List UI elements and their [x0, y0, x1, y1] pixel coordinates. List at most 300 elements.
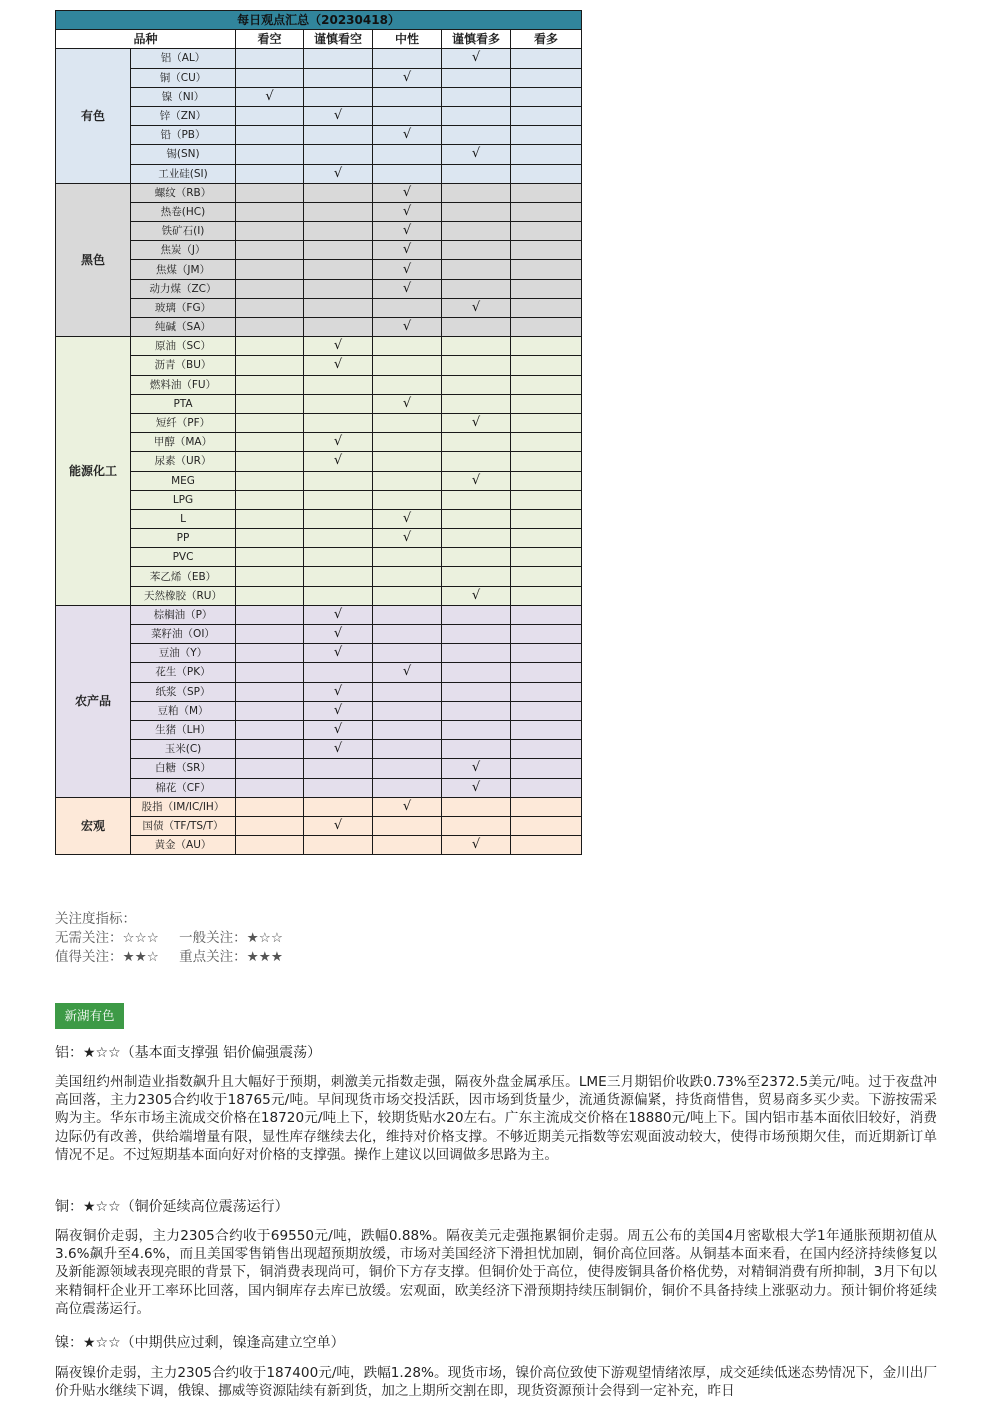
view-cell: [373, 586, 442, 605]
check-mark: √: [442, 471, 511, 490]
view-cell: [373, 701, 442, 720]
view-cell: [373, 452, 442, 471]
check-mark: √: [236, 87, 304, 106]
view-cell: [373, 682, 442, 701]
view-cell: [511, 241, 582, 260]
view-cell: [442, 279, 511, 298]
legend-row: [55, 929, 299, 948]
view-cell: [304, 490, 373, 509]
table-row: [56, 164, 582, 183]
commodity-name: 铝（AL）: [131, 49, 236, 68]
view-cell: [511, 644, 582, 663]
column-header: 品种: [56, 30, 236, 49]
view-cell: [373, 106, 442, 125]
view-cell: [373, 625, 442, 644]
check-mark: √: [442, 836, 511, 855]
table-row: [56, 701, 582, 720]
view-cell: [236, 375, 304, 394]
view-cell: [373, 836, 442, 855]
view-cell: [511, 433, 582, 452]
view-cell: [304, 279, 373, 298]
view-cell: [511, 337, 582, 356]
view-cell: [304, 548, 373, 567]
attention-legend: [55, 910, 299, 967]
view-cell: [442, 740, 511, 759]
view-cell: [304, 68, 373, 87]
check-mark: √: [373, 183, 442, 202]
view-cell: [511, 529, 582, 548]
view-cell: [511, 567, 582, 586]
view-cell: [511, 759, 582, 778]
view-cell: [511, 509, 582, 528]
view-cell: [304, 836, 373, 855]
view-cell: [236, 298, 304, 317]
view-cell: [373, 164, 442, 183]
view-cell: [236, 471, 304, 490]
view-cell: [236, 241, 304, 260]
check-mark: √: [373, 202, 442, 221]
view-cell: [373, 375, 442, 394]
commodity-name: 棉花（CF）: [131, 778, 236, 797]
view-cell: [373, 720, 442, 739]
table-row: [56, 663, 582, 682]
view-cell: [442, 509, 511, 528]
view-cell: [442, 682, 511, 701]
view-cell: [511, 279, 582, 298]
commodity-name: 动力煤（ZC）: [131, 279, 236, 298]
table-row: [56, 682, 582, 701]
view-cell: [304, 663, 373, 682]
copper-heading: 铜：★☆☆（铜价延续高位震荡运行）: [55, 1199, 289, 1215]
commodity-name: 铅（PB）: [131, 126, 236, 145]
check-mark: √: [373, 126, 442, 145]
view-cell: [373, 356, 442, 375]
view-cell: [236, 778, 304, 797]
commodity-name: 苯乙烯（EB）: [131, 567, 236, 586]
view-cell: [442, 356, 511, 375]
view-cell: [304, 567, 373, 586]
view-cell: [442, 816, 511, 835]
view-cell: [304, 413, 373, 432]
view-cell: [236, 836, 304, 855]
view-cell: [511, 375, 582, 394]
commodity-name: 焦煤（JM）: [131, 260, 236, 279]
category-cell: 黑色: [56, 183, 131, 337]
commodity-name: 焦炭（J）: [131, 241, 236, 260]
commodity-name: 沥青（BU）: [131, 356, 236, 375]
view-cell: [304, 375, 373, 394]
column-header: 看多: [511, 30, 582, 49]
view-cell: [511, 106, 582, 125]
view-cell: [304, 298, 373, 317]
view-cell: [236, 567, 304, 586]
table-row: [56, 509, 582, 528]
view-cell: [511, 413, 582, 432]
view-cell: [442, 394, 511, 413]
table-row: [56, 298, 582, 317]
table-row: [56, 759, 582, 778]
check-mark: √: [304, 164, 373, 183]
check-mark: √: [442, 298, 511, 317]
view-cell: [236, 529, 304, 548]
view-cell: [236, 106, 304, 125]
nickel-heading: 镍：★☆☆（中期供应过剩，镍逢高建立空单）: [55, 1335, 345, 1351]
view-cell: [442, 433, 511, 452]
commodity-name: 热卷(HC): [131, 202, 236, 221]
table-row: [56, 413, 582, 432]
view-cell: [373, 433, 442, 452]
view-cell: [511, 797, 582, 816]
table-row: [56, 318, 582, 337]
view-cell: [442, 318, 511, 337]
check-mark: √: [373, 241, 442, 260]
commodity-name: 原油（SC）: [131, 337, 236, 356]
table-row: [56, 529, 582, 548]
view-cell: [236, 663, 304, 682]
view-cell: [304, 145, 373, 164]
check-mark: √: [304, 720, 373, 739]
commodity-name: LPG: [131, 490, 236, 509]
table-row: [56, 816, 582, 835]
view-cell: [442, 625, 511, 644]
commodity-name: 股指（IM/IC/IH）: [131, 797, 236, 816]
copper-paragraph: 隔夜铜价走弱，主力2305合约收于69550元/吨，跌幅0.88%。隔夜美元走强拖累铜价走弱。周五公布的美国4月密歇根大学1年通胀预期初值从3.6%飙升至4.6%，而且美国零售销售出现超预期放缓，市场对美国经济下滑担忧加剧，铜价高位回落。从铜基本面来看，在国内经济持续修复以及新能源领域表现亮眼的背景下，铜消费表现尚可，铜价下方存支撑。但铜价处于高位，使得废铜具备价格优势，对精铜消费有所抑制，3月下旬以来精铜杆企业开工率环比回落，国内铜库存去库已放缓。宏观面，欧美经济下滑预期持续压制铜价，铜价不具备持续上涨驱动力。预计铜价将延续高位震荡运行。: [55, 1228, 937, 1317]
view-cell: [236, 318, 304, 337]
view-cell: [511, 394, 582, 413]
check-mark: √: [373, 663, 442, 682]
table-row: [56, 644, 582, 663]
view-cell: [236, 509, 304, 528]
view-cell: [511, 87, 582, 106]
table-row: [56, 241, 582, 260]
view-cell: [304, 318, 373, 337]
view-cell: [373, 298, 442, 317]
check-mark: √: [304, 682, 373, 701]
view-cell: [304, 586, 373, 605]
legend-item: 值得关注：★★☆: [55, 949, 159, 965]
view-cell: [511, 548, 582, 567]
view-cell: [236, 433, 304, 452]
table-row: [56, 625, 582, 644]
view-cell: [236, 701, 304, 720]
table-row: [56, 394, 582, 413]
commodity-name: 豆粕（M）: [131, 701, 236, 720]
view-cell: [442, 548, 511, 567]
commodity-name: 铜（CU）: [131, 68, 236, 87]
view-cell: [511, 586, 582, 605]
view-cell: [236, 183, 304, 202]
view-cell: [236, 682, 304, 701]
view-cell: [511, 720, 582, 739]
table-row: [56, 202, 582, 221]
check-mark: √: [373, 260, 442, 279]
commodity-name: 镍（NI）: [131, 87, 236, 106]
view-cell: [236, 625, 304, 644]
table-row: [56, 49, 582, 68]
table-row: [56, 68, 582, 87]
view-cell: [304, 509, 373, 528]
view-cell: [373, 413, 442, 432]
view-cell: [304, 49, 373, 68]
view-cell: [373, 145, 442, 164]
view-cell: [236, 759, 304, 778]
aluminum-heading: 铝：★☆☆（基本面支撑强 铝价偏强震荡）: [55, 1045, 322, 1061]
view-cell: [236, 164, 304, 183]
check-mark: √: [373, 279, 442, 298]
table-row: [56, 126, 582, 145]
view-cell: [442, 375, 511, 394]
commodity-name: 纸浆（SP）: [131, 682, 236, 701]
view-cell: [304, 778, 373, 797]
table-row: [56, 337, 582, 356]
legend-item: 一般关注：★☆☆: [179, 930, 283, 946]
commodity-name: L: [131, 509, 236, 528]
view-cell: [236, 548, 304, 567]
view-cell: [236, 126, 304, 145]
view-cell: [511, 68, 582, 87]
view-cell: [304, 126, 373, 145]
view-cell: [442, 529, 511, 548]
check-mark: √: [304, 106, 373, 125]
category-cell: 能源化工: [56, 337, 131, 606]
category-cell: 有色: [56, 49, 131, 183]
commodity-name: 铁矿石(I): [131, 222, 236, 241]
view-cell: [373, 567, 442, 586]
table-row: [56, 586, 582, 605]
category-cell: 农产品: [56, 605, 131, 797]
view-cell: [442, 797, 511, 816]
check-mark: √: [304, 452, 373, 471]
view-cell: [236, 816, 304, 835]
view-cell: [236, 260, 304, 279]
table-row: [56, 87, 582, 106]
commodity-name: 纯碱（SA）: [131, 318, 236, 337]
view-cell: [511, 126, 582, 145]
view-cell: [304, 260, 373, 279]
commodity-name: 国债（TF/TS/T）: [131, 816, 236, 835]
view-cell: [236, 605, 304, 624]
table-row: [56, 548, 582, 567]
view-cell: [304, 394, 373, 413]
view-cell: [304, 87, 373, 106]
view-cell: [236, 279, 304, 298]
view-cell: [442, 452, 511, 471]
commodity-name: PTA: [131, 394, 236, 413]
view-cell: [236, 586, 304, 605]
commodity-name: 生猪（LH）: [131, 720, 236, 739]
table-row: [56, 567, 582, 586]
table-row: [56, 375, 582, 394]
legend-item: 无需关注：☆☆☆: [55, 930, 159, 946]
view-cell: [442, 644, 511, 663]
table-row: [56, 106, 582, 125]
view-cell: [373, 548, 442, 567]
view-cell: [511, 816, 582, 835]
commodity-name: 甲醇（MA）: [131, 433, 236, 452]
view-cell: [442, 720, 511, 739]
view-cell: [442, 68, 511, 87]
commodity-name: 玉米(C): [131, 740, 236, 759]
table-row: [56, 605, 582, 624]
commodity-name: 螺纹（RB）: [131, 183, 236, 202]
legend-item: 重点关注：★★★: [179, 949, 283, 965]
view-cell: [304, 471, 373, 490]
check-mark: √: [442, 145, 511, 164]
view-cell: [511, 778, 582, 797]
view-cell: [511, 452, 582, 471]
commodity-name: 锌（ZN）: [131, 106, 236, 125]
table-row: [56, 145, 582, 164]
table-row: [56, 740, 582, 759]
commodity-name: 锡(SN): [131, 145, 236, 164]
table-row: [56, 279, 582, 298]
nickel-paragraph: 隔夜镍价走弱，主力2305合约收于187400元/吨，跌幅1.28%。现货市场，镍价高位致使下游观望情绪浓厚，成交延续低迷态势情况下，金川出厂价升贴水继续下调，俄镍、挪威等资源陆续有新到货，加之上期所交割在即，现货资源预计会得到一定补充，昨日: [55, 1365, 937, 1400]
table-header-row: [56, 30, 582, 49]
view-cell: [373, 605, 442, 624]
view-cell: [373, 337, 442, 356]
view-cell: [304, 222, 373, 241]
column-header: 谨慎看多: [442, 30, 511, 49]
commodity-name: 白糖（SR）: [131, 759, 236, 778]
view-cell: [236, 490, 304, 509]
check-mark: √: [304, 337, 373, 356]
view-cell: [442, 605, 511, 624]
view-cell: [442, 337, 511, 356]
commodity-name: 豆油（Y）: [131, 644, 236, 663]
view-cell: [511, 356, 582, 375]
commodity-name: 短纤（PF）: [131, 413, 236, 432]
check-mark: √: [304, 816, 373, 835]
table-row: [56, 720, 582, 739]
view-cell: [511, 164, 582, 183]
commodity-name: 黄金（AU）: [131, 836, 236, 855]
view-cell: [511, 202, 582, 221]
view-cell: [373, 644, 442, 663]
table-row: [56, 778, 582, 797]
view-cell: [442, 241, 511, 260]
commodity-name: 工业硅(SI): [131, 164, 236, 183]
aluminum-paragraph: 美国纽约州制造业指数飙升且大幅好于预期，刺激美元指数走强，隔夜外盘金属承压。LME三月期铝价收跌0.73%至2372.5美元/吨。过于夜盘冲高回落，主力2305合约收于18765元/吨。早间现货市场交投活跃，因市场到货量少，流通货源偏紧，持货商惜售，贸易商多买少卖。下游按需采购为主。华东市场主流成交价格在18720元/吨上下，较期货贴水20左右。广东主流成交价格在18880元/吨上下。国内铝市基本面依旧较好，消费边际仍有改善，供给端增量有限，显性库存继续去化，维持对价格支撑。不够近期美元指数等宏观面波动较大，使得市场预期欠佳，而近期新订单情况不足。不过短期基本面向好对价格的支撑强。操作上建议以回调做多思路为主。: [55, 1074, 937, 1163]
check-mark: √: [304, 740, 373, 759]
check-mark: √: [373, 394, 442, 413]
commodity-name: 燃料油（FU）: [131, 375, 236, 394]
view-cell: [304, 797, 373, 816]
view-cell: [304, 241, 373, 260]
table-row: [56, 836, 582, 855]
view-cell: [236, 49, 304, 68]
check-mark: √: [373, 222, 442, 241]
view-cell: [236, 222, 304, 241]
view-cell: [236, 337, 304, 356]
view-cell: [373, 816, 442, 835]
view-cell: [511, 222, 582, 241]
check-mark: √: [373, 509, 442, 528]
check-mark: √: [442, 759, 511, 778]
view-cell: [442, 106, 511, 125]
check-mark: √: [442, 413, 511, 432]
view-cell: [442, 490, 511, 509]
view-cell: [442, 260, 511, 279]
check-mark: √: [304, 701, 373, 720]
table-row: [56, 222, 582, 241]
commodity-name: PP: [131, 529, 236, 548]
view-cell: [373, 778, 442, 797]
view-cell: [442, 663, 511, 682]
view-cell: [511, 625, 582, 644]
view-cell: [442, 164, 511, 183]
view-cell: [511, 260, 582, 279]
view-cell: [511, 318, 582, 337]
view-cell: [511, 145, 582, 164]
view-cell: [511, 740, 582, 759]
commodity-name: PVC: [131, 548, 236, 567]
view-cell: [236, 644, 304, 663]
view-cell: [511, 663, 582, 682]
check-mark: √: [304, 625, 373, 644]
view-cell: [442, 87, 511, 106]
view-cell: [373, 490, 442, 509]
view-cell: [236, 720, 304, 739]
view-cell: [304, 202, 373, 221]
view-cell: [373, 759, 442, 778]
commodity-name: 尿素（UR）: [131, 452, 236, 471]
table-row: [56, 183, 582, 202]
commodity-name: 花生（PK）: [131, 663, 236, 682]
view-cell: [511, 490, 582, 509]
column-header: 看空: [236, 30, 304, 49]
view-cell: [236, 413, 304, 432]
view-cell: [373, 740, 442, 759]
view-cell: [304, 529, 373, 548]
check-mark: √: [442, 586, 511, 605]
table-row: [56, 797, 582, 816]
view-cell: [304, 759, 373, 778]
check-mark: √: [304, 356, 373, 375]
legend-title: 关注度指标：: [55, 911, 136, 927]
view-cell: [511, 836, 582, 855]
column-header: 中性: [373, 30, 442, 49]
view-cell: [442, 567, 511, 586]
legend-row: [55, 948, 299, 967]
view-cell: [373, 49, 442, 68]
check-mark: √: [373, 797, 442, 816]
view-cell: [511, 682, 582, 701]
table-title: 每日观点汇总（20230418）: [56, 11, 582, 30]
view-cell: [373, 471, 442, 490]
column-header: 谨慎看空: [304, 30, 373, 49]
view-cell: [511, 298, 582, 317]
check-mark: √: [373, 529, 442, 548]
view-cell: [236, 68, 304, 87]
view-cell: [442, 126, 511, 145]
view-cell: [511, 605, 582, 624]
check-mark: √: [442, 778, 511, 797]
category-cell: 宏观: [56, 797, 131, 855]
commodity-name: 菜籽油（OI）: [131, 625, 236, 644]
view-cell: [236, 394, 304, 413]
table-row: [56, 490, 582, 509]
view-cell: [236, 797, 304, 816]
check-mark: √: [304, 433, 373, 452]
view-cell: [236, 740, 304, 759]
table-row: [56, 471, 582, 490]
table-row: [56, 452, 582, 471]
commodity-name: 玻璃（FG）: [131, 298, 236, 317]
check-mark: √: [304, 644, 373, 663]
table-row: [56, 356, 582, 375]
view-cell: [442, 183, 511, 202]
check-mark: √: [373, 318, 442, 337]
